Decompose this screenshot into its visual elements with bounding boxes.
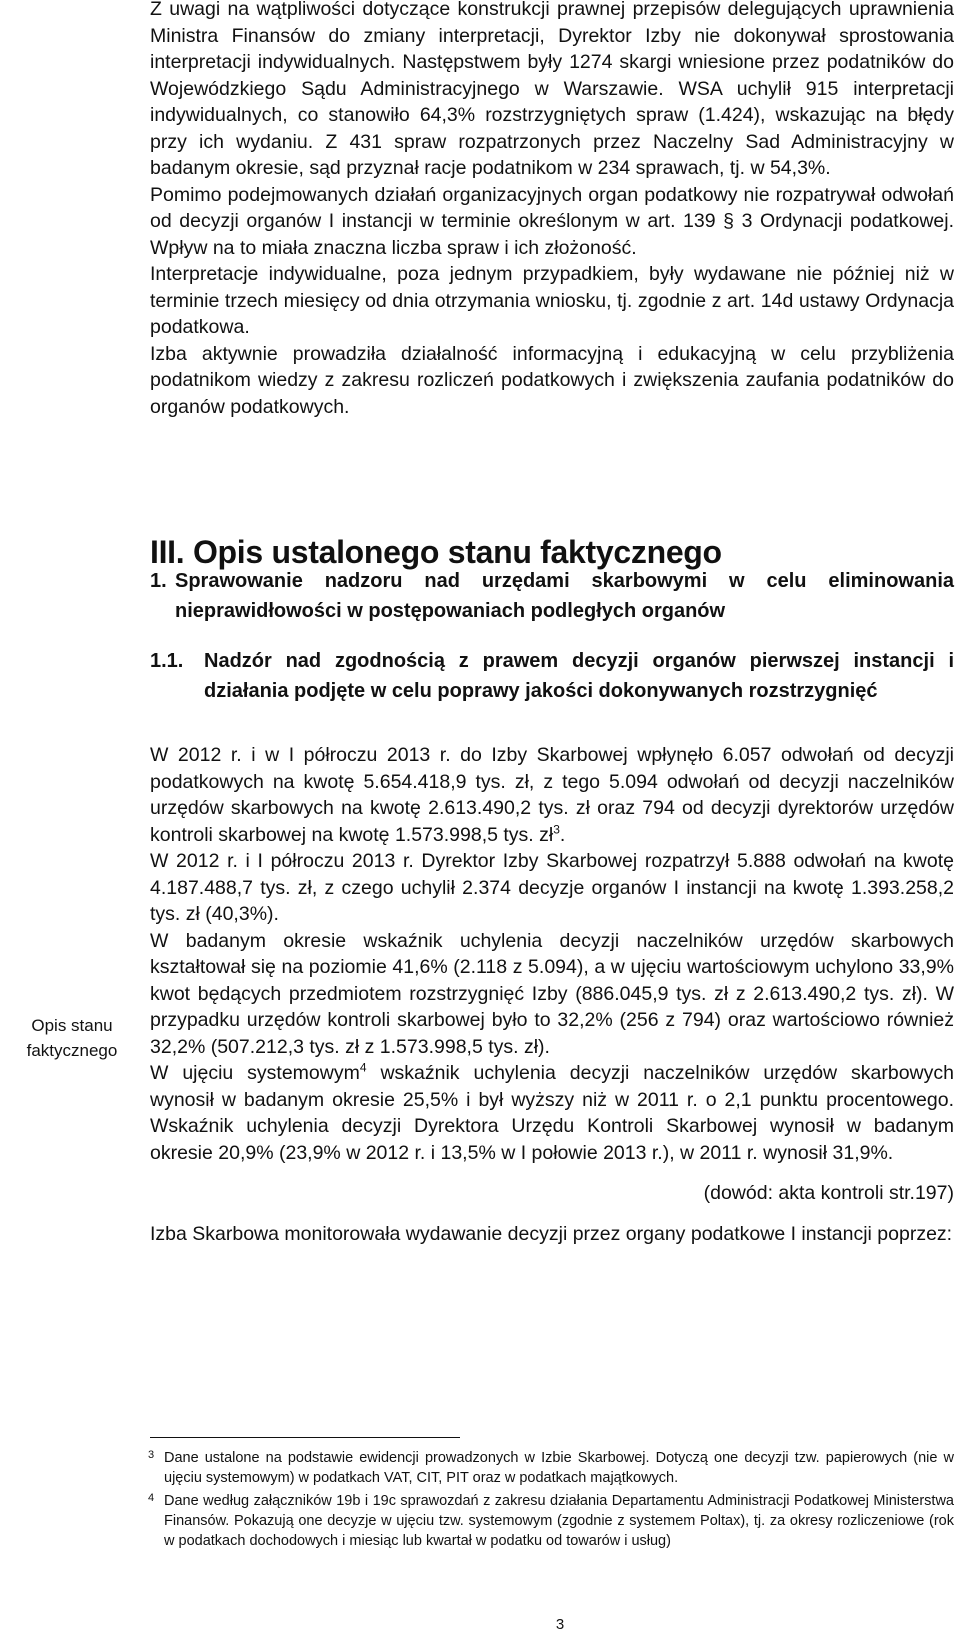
intro-paragraph: Izba aktywnie prowadziła działalność informacyjną i edukacyjną w celu przybliżenia podatnikom wiedzy z zakresu rozliczeń podatkowych i zwiększenia zaufania podatników do organów podatkowych. [150, 342, 954, 418]
footnote-mark: 4 [148, 1492, 155, 1504]
heading-1-text: Sprawowanie nadzoru nad urzędami skarbowymi w celu eliminowania nieprawidłowości w postępowaniach podległych organów [175, 570, 954, 622]
footnote [150, 1448, 954, 1488]
body-paragraph-text: W ujęciu systemowym [150, 1062, 360, 1084]
evidence-reference: (dowód: akta kontroli str.197) [703, 1182, 954, 1204]
intro-block [150, 0, 954, 420]
body-paragraph-text: W 2012 r. i w I półroczu 2013 r. do Izby Skarbowej wpłynęło 6.057 odwołań od decyzji podatkowych na kwotę 5.654.418,9 tys. zł, z tego 5.094 odwołań od decyzji naczelników urzędów skarbowych na kwotę 2.613.490,2 tys. zł oraz 794 od decyzji dyrektorów urzędów kontroli skarbowej na kwotę 1.573.998,5 tys. zł [150, 744, 954, 846]
body-block [150, 742, 954, 1247]
footnote [150, 1491, 954, 1551]
footnote-ref[interactable]: 4 [359, 1060, 367, 1075]
body-paragraph-end: . [559, 823, 566, 846]
section-title: III. Opis ustalonego stanu faktycznego [150, 534, 722, 570]
intro-paragraph: Pomimo podejmowanych działań organizacyjnych organ podatkowy nie rozpatrywał odwołań od decyzji organów I instancji w terminie określonym w art. 139 § 3 Ordynacji podatkowej. Wpływ na to miała znaczna liczba spraw i ich złożoność. [150, 183, 954, 259]
side-label: Opis stanu faktycznego [26, 1016, 118, 1060]
page-number: 3 [555, 1616, 565, 1633]
body-paragraph: W badanym okresie wskaźnik uchylenia decyzji naczelników urzędów skarbowych kształtował się na poziomie 41,6% (2.118 z 5.094), a w ujęciu wartościowym uchylono 33,9% kwot będących przedmiotem rozstrzygnięć Izby (886.045,9 tys. zł z 2.613.490,2 tys. zł). W przypadku urzędów kontroli skarbowej było to 32,2% (256 z 794) oraz wartościowo również 32,2% (507.212,3 tys. zł z 1.573.998,5 tys. zł). [150, 929, 954, 1058]
intro-paragraph: Z uwagi na wątpliwości dotyczące konstrukcji prawnej przepisów delegujących uprawnienia Ministra Finansów do zmiany interpretacji, Dyrektor Izby nie dokonywał sprostowania interpretacji indywidualnych. Następstwem były 1274 skargi wniesione przez podatników do Wojewódzkiego Sądu Administracyjnego w Warszawie. WSA uchylił 915 interpretacji indywidualnych, co stanowiło 64,3% rozstrzygniętych spraw (1.424), wskazując na błędy przy ich wydaniu. Z 431 spraw rozpatrzonych przez Naczelny Sad Administracyjny w badanym okresie, sąd przyznał racje podatnikom w 234 sprawach, tj. w 54,3%. [150, 0, 954, 179]
intro-paragraph: Interpretacje indywidualne, poza jednym przypadkiem, były wydawane nie później niż w terminie trzech miesięcy od dnia otrzymania wniosku, tj. zgodnie z art. 14d ustawy Ordynacja podatkowa. [150, 263, 954, 338]
heading-1-1-text: Nadzór nad zgodnością z prawem decyzji organów pierwszej instancji i działania podjęte w celu poprawy jakości dokonywanych rozstrzygnięć [204, 650, 954, 702]
footnote-text: Dane ustalone na podstawie ewidencji prowadzonych w Izbie Skarbowej. Dotyczą one decyzji tzw. papierowych (nie w ujęciu systemowym) w podatkach VAT, CIT, PIT oraz w podatkach majątkowych. [164, 1450, 954, 1486]
body-paragraph [150, 742, 954, 848]
body-paragraph: Izba Skarbowa monitorowała wydawanie decyzji przez organy podatkowe I instancji poprzez: [150, 1222, 953, 1245]
body-paragraph: W 2012 r. i I półroczu 2013 r. Dyrektor Izby Skarbowej rozpatrzył 5.888 odwołań na kwotę 4.187.488,7 tys. zł, z czego uchylił 2.374 decyzje organów I instancji na kwotę 1.393.258,2 tys. zł (40,3%). [150, 850, 954, 925]
body-paragraph-text: wskaźnik uchylenia decyzji naczelników urzędów skarbowych wynosił w badanym okresie 25,5% i był wyższy niż w 2011 r. o 2,1 punktu procentowego. Wskaźnik uchylenia decyzji Dyrektora Urzędu Kontroli Skarbowej wynosił w badanym okresie 20,9% (23,9% w 2012 r. i 13,5% w I połowie 2013 r.), w 2011 r. wynosił 31,9%. [150, 1062, 954, 1164]
heading-1-number: 1. [150, 570, 167, 592]
footnote-text: Dane według załączników 19b i 19c sprawozdań z zakresu działania Departamentu Administracji Podatkowej Ministerstwa Finansów. Pokazują one decyzje w ujęciu tzw. systemowym (zgodnie z systemem Poltax), tj. za okresy rozliczeniowe (rok w podatkach dochodowych i miesiąc lub kwartał w podatku od towarów i usług) [164, 1493, 954, 1549]
footnote-ref[interactable]: 3 [553, 822, 560, 836]
footnote-mark: 3 [148, 1449, 155, 1461]
footnote-separator [150, 1437, 460, 1438]
heading-1-1-number: 1.1. [150, 650, 184, 672]
body-paragraph [150, 1060, 954, 1166]
footnotes [150, 1448, 954, 1554]
